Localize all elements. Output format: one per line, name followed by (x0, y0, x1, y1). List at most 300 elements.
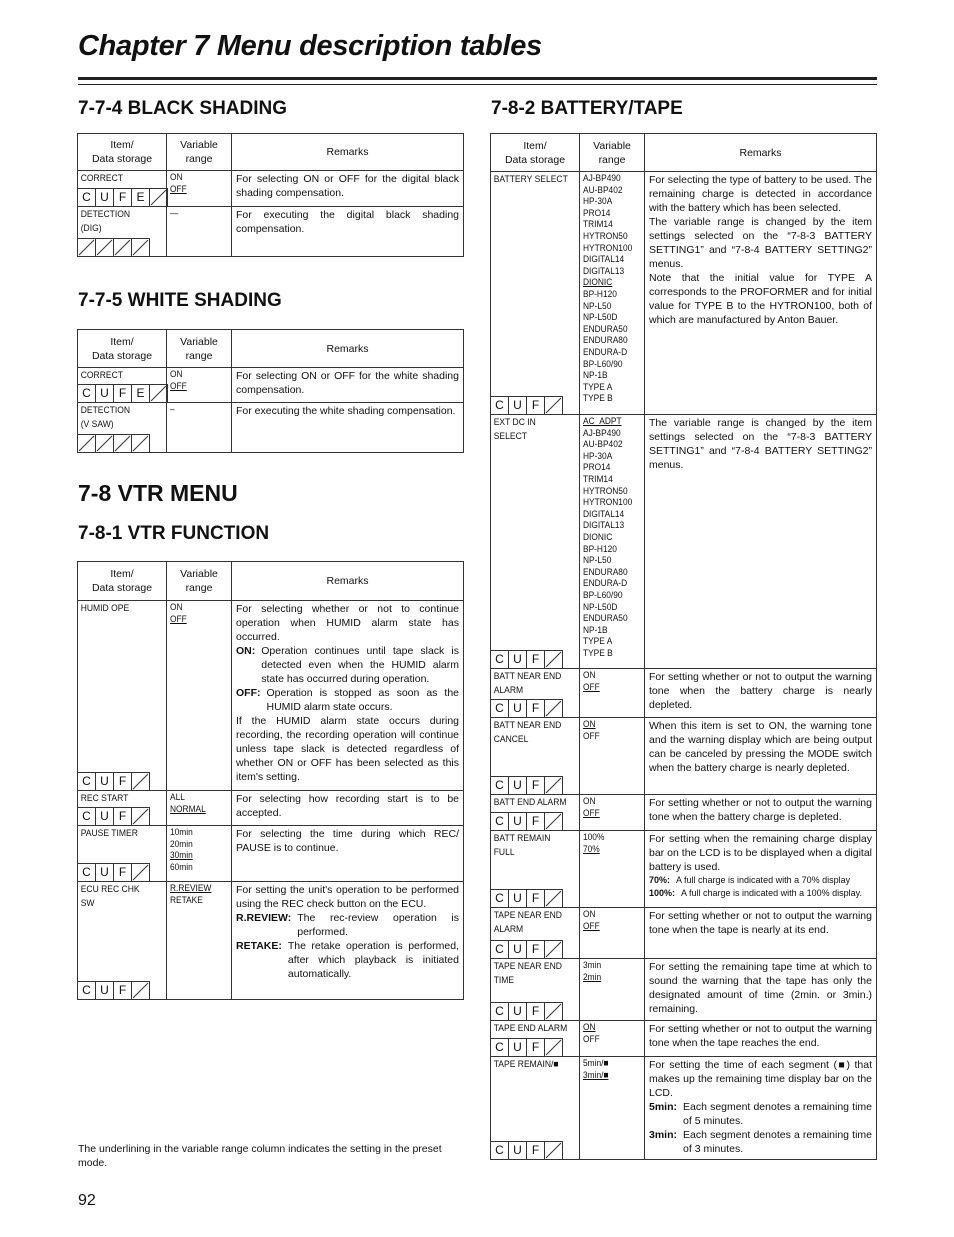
table-row (78, 601, 464, 791)
item-name: ECU REC CHK SW (80, 884, 140, 909)
data-storage-flags (78, 188, 168, 206)
data-storage-flags (491, 940, 563, 958)
variable-option (583, 486, 635, 498)
black-shading-table (77, 133, 464, 257)
variable-option (583, 636, 635, 648)
header-item: Item/ Data storage (78, 330, 167, 368)
item-cell (491, 718, 580, 795)
variable-option-text: ON (583, 1022, 596, 1033)
variable-option-text: OFF (583, 730, 600, 742)
remarks-paragraph: The variable range is changed by the item settings selected on the “7-8-3 BATTERY SETTING1” and “7-8-4 BATTERY SETTING2” menus. (649, 216, 872, 270)
variable-option (583, 301, 635, 313)
item-name: TAPE REMAIN/■ (493, 1059, 559, 1070)
variable-option-text: ENDURA80 (583, 566, 628, 578)
variable-option (583, 602, 635, 614)
variable-option-text: ON (583, 719, 596, 730)
variable-option-preset (170, 850, 222, 862)
variable-option-text: – (170, 404, 175, 415)
remarks-definition (649, 1100, 872, 1128)
variable-option (583, 173, 635, 185)
variable-option-text: OFF (170, 183, 187, 195)
storage-flag: C (78, 864, 96, 881)
variable-option (583, 382, 635, 394)
storage-flag: U (96, 385, 114, 402)
header-remarks: Remarks (232, 330, 464, 368)
storage-flag: F (527, 397, 545, 414)
remarks-definition (236, 911, 459, 939)
storage-flag: U (509, 1142, 527, 1159)
item-cell (491, 795, 580, 831)
section-heading-vtr-menu: 7-8 VTR MENU (78, 480, 238, 506)
variable-option-preset (583, 808, 635, 820)
storage-flag: U (509, 890, 527, 907)
variable-option (170, 839, 222, 851)
remarks-term-description: Each segment denotes a remaining time of 3 minutes. (683, 1129, 872, 1155)
variable-range-cell (580, 669, 645, 718)
variable-option-text: 30min (170, 850, 193, 862)
chapter-title: Chapter 7 Menu description tables (78, 30, 542, 62)
data-storage-flags (491, 812, 563, 830)
storage-flag-empty (545, 813, 563, 830)
storage-flag-empty (545, 941, 563, 958)
variable-option (583, 474, 635, 486)
variable-option-preset (170, 381, 222, 393)
table-row (491, 1057, 877, 1160)
storage-flag: U (509, 777, 527, 794)
variable-option (583, 462, 635, 474)
variable-range-cell (167, 882, 232, 1000)
remarks-term: RETAKE: (236, 940, 282, 952)
variable-option-text: NP-1B (583, 624, 608, 636)
data-storage-flags (491, 1141, 563, 1159)
variable-option-text: — (170, 208, 179, 219)
variable-option-text: AU-BP402 (583, 439, 623, 451)
variable-option-text: ON (170, 602, 183, 613)
variable-option (583, 393, 635, 405)
variable-option (583, 648, 635, 660)
variable-option-text: OFF (583, 681, 600, 693)
storage-flag: F (527, 777, 545, 794)
data-storage-flags (491, 776, 563, 794)
item-name: BATT NEAR END CANCEL (493, 720, 562, 745)
item-cell (491, 959, 580, 1021)
data-storage-flags (78, 238, 150, 256)
remarks-cell (645, 1021, 877, 1057)
variable-option-text: NP-1B (583, 370, 608, 382)
variable-option-preset (170, 883, 222, 895)
variable-option-text: TYPE A (583, 381, 613, 393)
table-row (78, 403, 464, 453)
variable-range-cell (167, 368, 232, 403)
storage-flag-empty (150, 189, 168, 206)
variable-range-cell (580, 718, 645, 795)
header-variable-range: Variable range (167, 330, 232, 368)
storage-flag: C (491, 813, 509, 830)
remarks-term: 100%: (649, 888, 676, 898)
variable-option-text: NP-L50D (583, 601, 618, 613)
table-row (78, 368, 464, 403)
variable-option-text: 5min/■ (583, 1058, 609, 1069)
header-variable-range: Variable range (167, 562, 232, 601)
storage-flag-empty (132, 808, 150, 825)
variable-option-text: OFF (170, 380, 187, 392)
item-name: TAPE NEAR END ALARM (493, 910, 562, 935)
storage-flag: F (527, 1142, 545, 1159)
section-heading-black-shading: 7-7-4 BLACK SHADING (78, 98, 288, 119)
variable-option-preset (583, 277, 635, 289)
variable-option (583, 266, 635, 278)
variable-option-text: AJ-BP490 (583, 427, 621, 439)
variable-option-text: NP-L50 (583, 300, 612, 312)
variable-option (583, 243, 635, 255)
item-cell (78, 601, 167, 791)
storage-flag-empty (132, 435, 150, 452)
remarks-definition (649, 874, 872, 887)
item-cell (491, 172, 580, 415)
storage-flag-empty (545, 1003, 563, 1020)
remarks-cell (645, 415, 877, 669)
variable-option-text: ENDURA-D (583, 578, 628, 590)
variable-option (170, 792, 222, 804)
white-shading-table (77, 329, 464, 453)
table-row (491, 795, 877, 831)
variable-option (583, 324, 635, 336)
variable-option (170, 172, 222, 184)
remarks-term-description: Operation is stopped as soon as the HUMID alarm state occurs. (266, 687, 459, 713)
remarks-term-description: Operation continues until tape slack is detected even when the HUMID alarm state has occurred during operation. (261, 645, 459, 685)
data-storage-flags (491, 1038, 563, 1056)
variable-option (583, 520, 635, 532)
remarks-paragraph: For selecting how recording start is to be accepted. (236, 793, 459, 819)
remarks-cell (232, 368, 464, 403)
remarks-cell (645, 795, 877, 831)
variable-range-cell (580, 1057, 645, 1160)
variable-range-cell (167, 207, 232, 257)
variable-option-text: ON (583, 909, 596, 920)
variable-option (583, 254, 635, 266)
variable-option (583, 532, 635, 544)
variable-option-text: HYTRON50 (583, 485, 628, 497)
storage-flag: F (527, 651, 545, 668)
item-name: BATTERY SELECT (493, 174, 568, 185)
storage-flag-empty (545, 1142, 563, 1159)
variable-option-text: OFF (170, 613, 187, 625)
variable-option-preset (170, 184, 222, 196)
storage-flag: F (527, 813, 545, 830)
header-item: Item/ Data storage (78, 562, 167, 601)
remarks-cell (232, 207, 464, 257)
remarks-term: ON: (236, 645, 256, 657)
table-row (78, 171, 464, 207)
remarks-definition (649, 887, 872, 900)
remarks-paragraph: For setting the unit's operation to be performed using the REC check button on the ECU. (236, 884, 459, 910)
item-cell (78, 171, 167, 207)
remarks-paragraph: For setting the remaining tape time at which to sound the warning that the tape has only the designated amount of time (2min. or 3min.) remaining. (649, 961, 872, 1015)
variable-option (583, 335, 635, 347)
variable-option-text: ALL (170, 792, 185, 803)
storage-flag: C (491, 1142, 509, 1159)
variable-option-text: OFF (583, 807, 600, 819)
variable-option-preset (583, 682, 635, 694)
variable-option-preset (170, 804, 222, 816)
variable-option-text: ENDURA-D (583, 346, 628, 358)
storage-flag-empty (545, 1039, 563, 1056)
header-remarks: Remarks (232, 562, 464, 601)
storage-flag: C (491, 700, 509, 717)
item-name: BATT REMAIN FULL (493, 833, 551, 858)
variable-option (583, 909, 635, 921)
variable-option-text: BP-H120 (583, 288, 617, 300)
remarks-paragraph: For executing the white shading compensation. (236, 405, 456, 417)
variable-option-preset (583, 1070, 635, 1082)
remarks-paragraph: For selecting ON or OFF for the digital black shading compensation. (236, 173, 459, 199)
variable-option-text: AC_ADPT (583, 416, 622, 427)
variable-option-text: DIONIC (583, 531, 613, 543)
item-cell (78, 882, 167, 1000)
remarks-term-description: A full charge is indicated with a 70% display (676, 875, 851, 885)
remarks-paragraph: If the HUMID alarm state occurs during recording, the recording operation will continue unless tape slack is detected regardless of whether ON or OFF has been selected as this item's setting. (236, 715, 459, 783)
storage-flag: C (78, 189, 96, 206)
variable-range-cell (580, 172, 645, 415)
item-name: BATT END ALARM (493, 797, 567, 808)
storage-flag: U (509, 1039, 527, 1056)
variable-range-cell (580, 795, 645, 831)
storage-flag: F (114, 808, 132, 825)
variable-option (583, 439, 635, 451)
table-header-row (491, 134, 877, 172)
variable-option (583, 185, 635, 197)
variable-option (583, 428, 635, 440)
variable-option-text: HP-30A (583, 196, 613, 208)
variable-option (583, 208, 635, 220)
remarks-term: R.REVIEW: (236, 912, 292, 924)
storage-flag: U (509, 651, 527, 668)
item-name: BATT NEAR END ALARM (493, 671, 562, 696)
variable-option (583, 289, 635, 301)
remarks-term-description: The rec-review operation is performed. (297, 912, 459, 938)
variable-option-text: 70% (583, 843, 600, 855)
storage-flag: U (96, 864, 114, 881)
remarks-paragraph: When this item is set to ON, the warning tone and the warning display which are being output can be canceled by pressing the MODE switch when the battery charge is nearly depleted. (649, 720, 872, 774)
storage-flag-empty (545, 397, 563, 414)
variable-option (583, 359, 635, 371)
item-name: CORRECT (80, 370, 123, 381)
variable-option-text: PRO14 (583, 207, 611, 219)
variable-option-text: HYTRON100 (583, 497, 633, 509)
remarks-cell (232, 171, 464, 207)
item-name: CORRECT (80, 173, 123, 184)
variable-option-text: TRIM14 (583, 473, 613, 485)
section-heading-battery-tape: 7-8-2 BATTERY/TAPE (491, 98, 683, 119)
remarks-paragraph: The variable range is changed by the item settings selected on the “7-8-3 BATTERY SETTING1” and “7-8-4 BATTERY SETTING2” menus. (649, 417, 872, 471)
variable-option-text: 2min (583, 971, 602, 983)
variable-option-preset (170, 614, 222, 626)
storage-flag-empty (78, 239, 96, 256)
data-storage-flags (491, 699, 563, 717)
variable-option-text: ENDURA80 (583, 335, 628, 347)
storage-flag: U (96, 808, 114, 825)
table-header-row (78, 134, 464, 171)
variable-option (583, 1058, 635, 1070)
table-row (491, 1021, 877, 1057)
variable-range-cell (167, 601, 232, 791)
table-row (491, 172, 877, 415)
footnote: The underlining in the variable range column indicates the setting in the preset mode. (78, 1143, 442, 1169)
remarks-definition (236, 939, 459, 981)
variable-option (583, 544, 635, 556)
variable-option-text: NP-L50 (583, 555, 612, 567)
variable-option-text: 60min (170, 861, 193, 873)
storage-flag-empty (132, 773, 150, 790)
variable-option-text: HYTRON50 (583, 230, 628, 242)
variable-option-preset (583, 1022, 635, 1034)
remarks-term: OFF: (236, 687, 261, 699)
remarks-cell (232, 601, 464, 791)
storage-flag-empty (132, 982, 150, 999)
remarks-definition (649, 1128, 872, 1156)
variable-option-text: NP-L50D (583, 312, 618, 324)
variable-option (170, 895, 222, 907)
section-heading-vtr-function: 7-8-1 VTR FUNCTION (78, 523, 270, 544)
table-row (78, 826, 464, 882)
remarks-paragraph: For selecting the time during which REC/ PAUSE is to continue. (236, 828, 459, 854)
variable-range-cell (580, 1021, 645, 1057)
variable-option (583, 625, 635, 637)
storage-flag: U (509, 397, 527, 414)
item-name: DETECTION (V SAW) (80, 405, 131, 430)
item-cell (78, 403, 167, 453)
storage-flag: C (491, 397, 509, 414)
storage-flag-empty (132, 864, 150, 881)
variable-range-cell (580, 831, 645, 908)
storage-flag: E (132, 189, 150, 206)
storage-flag-empty (78, 435, 96, 452)
header-variable-range: Variable range (580, 134, 645, 172)
data-storage-flags (78, 807, 150, 825)
variable-option (583, 590, 635, 602)
section-heading-white-shading: 7-7-5 WHITE SHADING (78, 290, 282, 311)
variable-option-text: DIGITAL14 (583, 254, 625, 266)
variable-range-cell (580, 908, 645, 959)
variable-option (583, 196, 635, 208)
item-cell (491, 1021, 580, 1057)
page-number: 92 (78, 1192, 96, 1209)
variable-option (583, 567, 635, 579)
remarks-paragraph: For selecting the type of battery to be used. The remaining charge is detected in accordance with the battery which has been selected. (649, 174, 872, 214)
variable-option-text: ON (583, 670, 596, 681)
item-cell (491, 669, 580, 718)
variable-option-text: 100% (583, 832, 605, 843)
item-cell (78, 826, 167, 882)
storage-flag: U (96, 189, 114, 206)
variable-option-preset (583, 416, 635, 428)
storage-flag: F (114, 189, 132, 206)
storage-flag-empty (545, 700, 563, 717)
variable-option (170, 827, 222, 839)
remarks-term: 5min: (649, 1101, 678, 1113)
table-row (78, 791, 464, 826)
table-row (491, 908, 877, 959)
vtr-function-table (77, 561, 464, 1000)
header-item: Item/ Data storage (78, 134, 167, 171)
variable-option (170, 602, 222, 614)
table-row (491, 959, 877, 1021)
remarks-definition (236, 644, 459, 686)
variable-option-text: OFF (583, 1033, 600, 1045)
remarks-term-description: Each segment denotes a remaining time of 5 minutes. (683, 1101, 872, 1127)
title-rule-thin (78, 84, 877, 85)
variable-option-text: AU-BP402 (583, 184, 623, 196)
storage-flag: C (78, 385, 96, 402)
variable-option-text: 20min (170, 838, 193, 850)
variable-option-text: 3min (583, 960, 602, 971)
variable-option-text: TYPE A (583, 636, 613, 648)
data-storage-flags (491, 396, 563, 414)
variable-option (170, 208, 222, 220)
storage-flag: F (114, 864, 132, 881)
variable-option-text: DIGITAL13 (583, 265, 625, 277)
remarks-cell (645, 831, 877, 908)
storage-flag: U (96, 773, 114, 790)
storage-flag: E (132, 385, 150, 402)
remarks-cell (645, 959, 877, 1021)
item-name: TAPE END ALARM (493, 1023, 568, 1034)
data-storage-flags (78, 384, 168, 402)
table-row (491, 669, 877, 718)
storage-flag-empty (114, 239, 132, 256)
remarks-paragraph: For setting the time of each segment (■) that makes up the remaining time display bar on the LCD. (649, 1059, 872, 1099)
variable-option-text: TYPE B (583, 393, 613, 405)
data-storage-flags (78, 863, 150, 881)
remarks-paragraph: For executing the digital black shading compensation. (236, 209, 459, 235)
variable-option-text: DIGITAL13 (583, 520, 625, 532)
storage-flag: F (527, 941, 545, 958)
remarks-paragraph: For selecting whether or not to continue operation when HUMID alarm state has occurred. (236, 603, 459, 643)
variable-option (583, 497, 635, 509)
storage-flag: C (78, 773, 96, 790)
storage-flag: C (491, 941, 509, 958)
remarks-cell (232, 791, 464, 826)
item-name: EXT DC IN SELECT (493, 417, 536, 442)
remarks-paragraph: For setting whether or not to output the warning tone when the tape reaches the end. (649, 1023, 872, 1049)
remarks-paragraph: For setting whether or not to output the warning tone when the battery charge is nearly depleted. (649, 671, 872, 711)
data-storage-flags (78, 981, 150, 999)
variable-option (583, 370, 635, 382)
remarks-paragraph: For setting whether or not to output the warning tone when the battery charge is depleted. (649, 797, 872, 823)
table-row (491, 718, 877, 795)
variable-option (583, 578, 635, 590)
variable-option (583, 312, 635, 324)
storage-flag: F (527, 1003, 545, 1020)
data-storage-flags (78, 772, 150, 790)
variable-option-text: TYPE B (583, 647, 613, 659)
storage-flag-empty (132, 239, 150, 256)
remarks-cell (645, 718, 877, 795)
remarks-cell (232, 826, 464, 882)
variable-option-preset (583, 719, 635, 731)
storage-flag-empty (96, 239, 114, 256)
variable-range-cell (167, 791, 232, 826)
remarks-cell (232, 403, 464, 453)
battery-tape-table-wrap (490, 133, 877, 1160)
header-remarks: Remarks (232, 134, 464, 171)
storage-flag: F (114, 773, 132, 790)
storage-flag: F (527, 700, 545, 717)
header-remarks: Remarks (645, 134, 877, 172)
variable-option-text: 10min (170, 827, 193, 838)
storage-flag: F (527, 890, 545, 907)
title-rule-thick (78, 77, 877, 80)
